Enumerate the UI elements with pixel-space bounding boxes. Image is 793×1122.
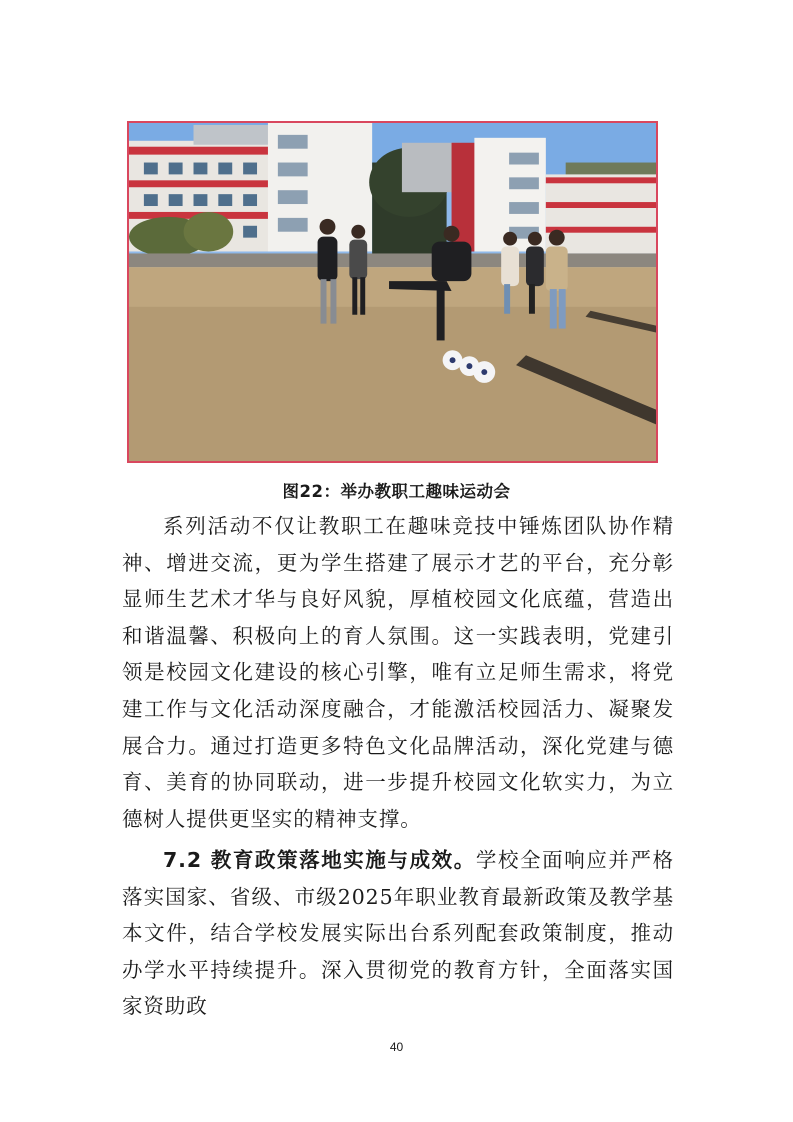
section-heading-7-2: 7.2 教育政策落地实施与成效。 bbox=[163, 848, 476, 872]
page-number: 40 bbox=[389, 1040, 404, 1054]
body-paragraph-2 bbox=[122, 842, 674, 1025]
body-paragraph-1: 系列活动不仅让教职工在趣味竞技中锤炼团队协作精神、增进交流，更为学生搭建了展示才艺的平台，充分彰显师生艺术才华与良好风貌，厚植校园文化底蕴，营造出和谐温馨、积极向上的育人氛围。这一实践表明，党建引领是校园文化建设的核心引擎，唯有立足师生需求，将党建工作与文化活动深度融合，才能激活校园活力、凝聚发展合力。通过打造更多特色文化品牌活动，深化党建与德育、美育的协同联动，进一步提升校园文化软实力，为立德树人提供更坚实的精神支撑。 bbox=[122, 514, 674, 831]
sports-event-photo bbox=[127, 121, 658, 463]
section-text-7-2: 学校全面响应并严格落实国家、省级、市级2025年职业教育最新政策及教学基本文件，结合学校发展实际出台系列配套政策制度，推动办学水平持续提升。深入贯彻党的教育方针，全面落实国家资助政 bbox=[122, 848, 674, 1019]
figure-caption: 图22：举办教职工趣味运动会 bbox=[282, 482, 511, 501]
photo-illustration bbox=[129, 123, 656, 461]
